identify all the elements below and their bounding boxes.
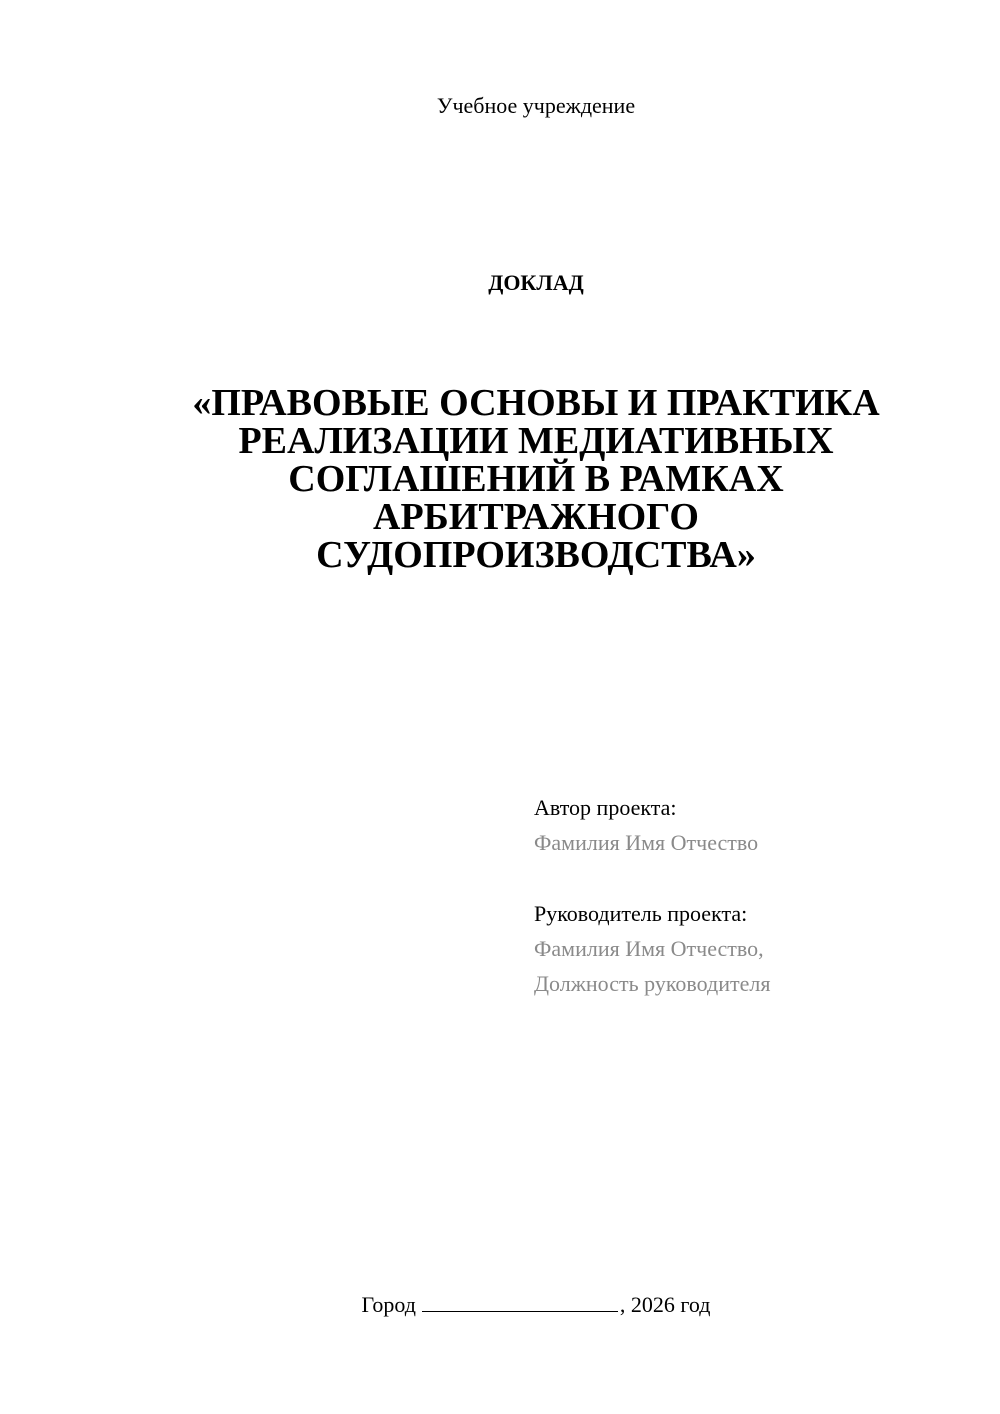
- supervisor-position: Должность руководителя: [534, 971, 771, 996]
- title-line: РЕАЛИЗАЦИИ МЕДИАТИВНЫХ: [238, 420, 834, 462]
- supervisor-label: Руководитель проекта:: [534, 901, 748, 926]
- city-blank-line: [422, 1293, 618, 1312]
- document-type: ДОКЛАД: [488, 270, 584, 295]
- footer-city-year: [0, 1291, 1000, 1319]
- year-text: , 2026 год: [619, 1292, 711, 1317]
- city-label: Город: [361, 1292, 416, 1317]
- credits-spacer: [534, 860, 974, 896]
- supervisor-name: Фамилия Имя Отчество,: [534, 936, 764, 961]
- title-line: СОГЛАШЕНИЙ В РАМКАХ: [288, 458, 784, 500]
- document-title: [180, 384, 892, 574]
- author-label: Автор проекта:: [534, 795, 677, 820]
- institution-name: Учебное учреждение: [436, 93, 636, 118]
- title-line: АРБИТРАЖНОГО: [373, 496, 699, 538]
- author-name: Фамилия Имя Отчество: [534, 830, 759, 855]
- title-line: «ПРАВОВЫЕ ОСНОВЫ И ПРАКТИКА: [192, 382, 880, 424]
- title-line: СУДОПРОИЗВОДСТВА»: [316, 534, 756, 576]
- credits-block: [534, 790, 974, 1001]
